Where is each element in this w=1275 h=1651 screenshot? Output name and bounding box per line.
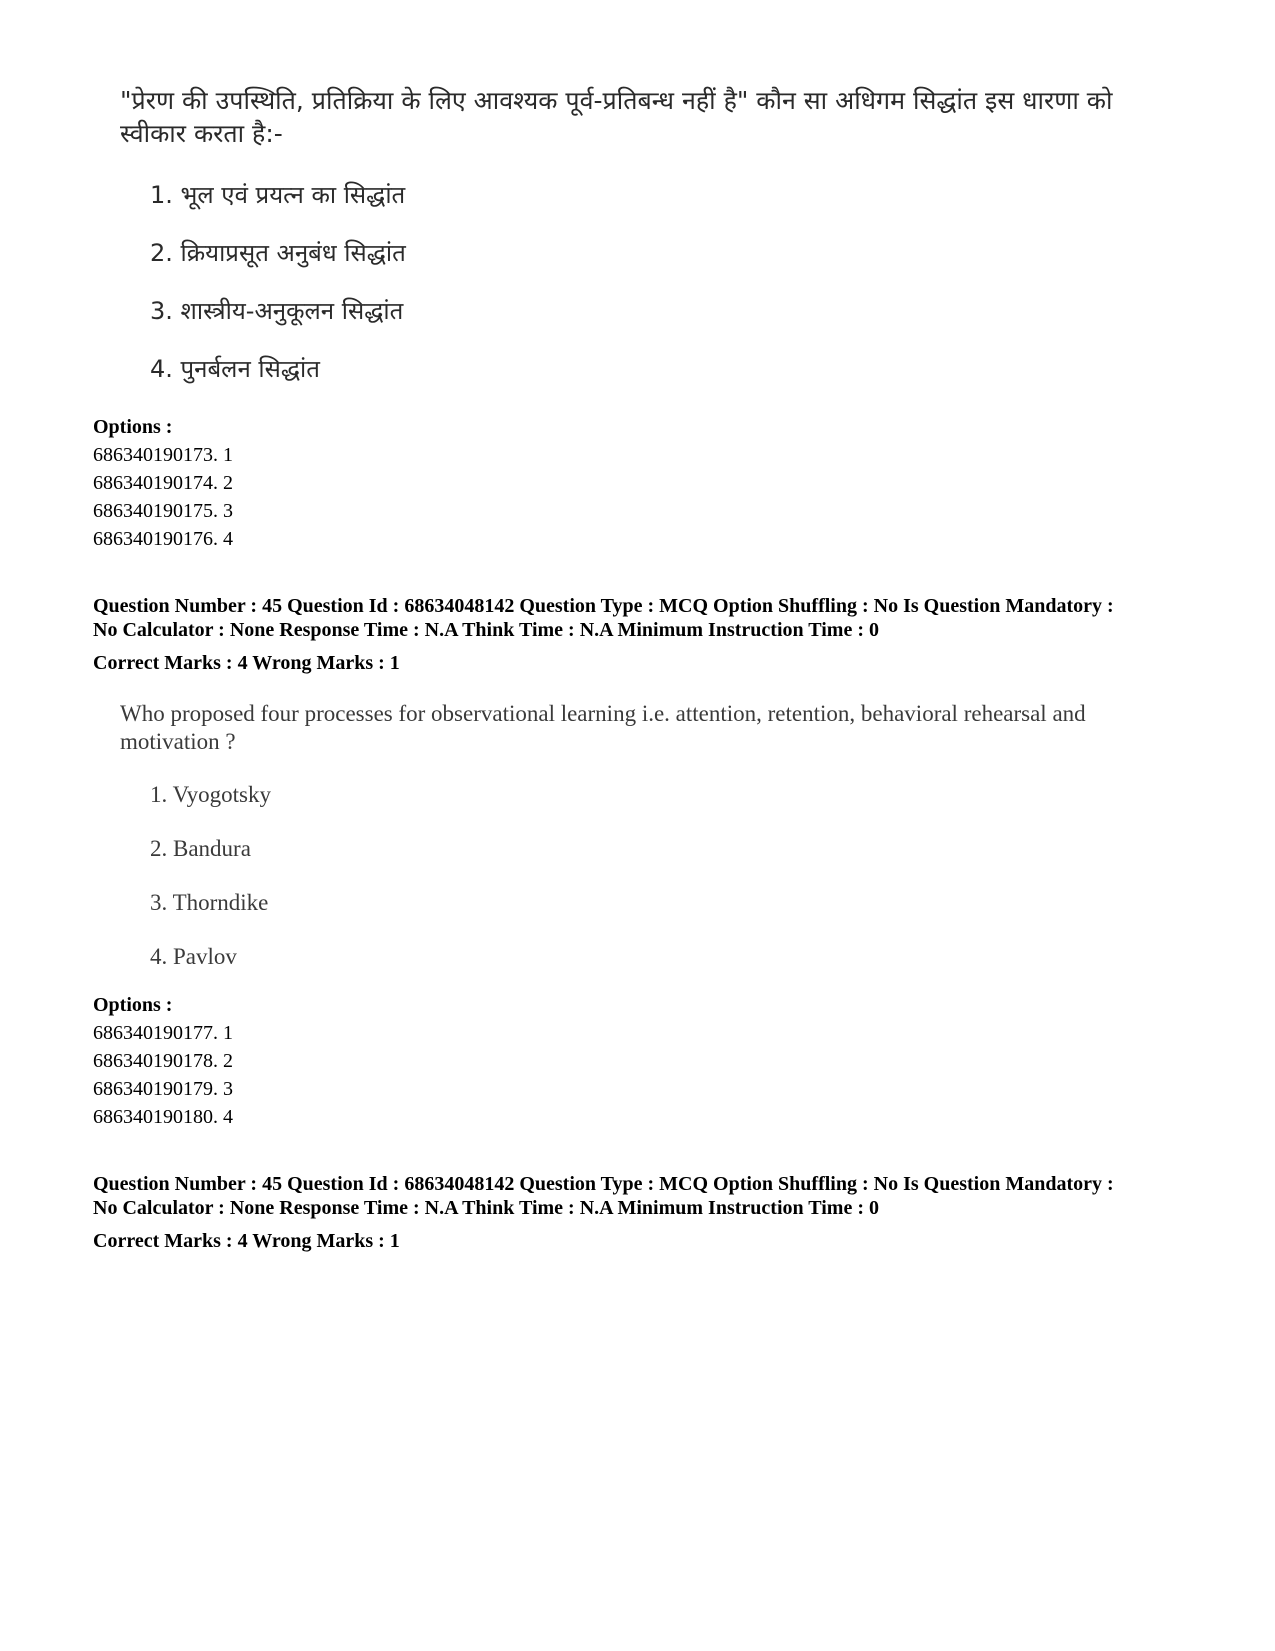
question-45-option-1: 686340190177. 1 [93,1022,233,1044]
question-45-repeat-meta-line-1: Question Number : 45 Question Id : 68634048142 Question Type : MCQ Option Shuffling : No Is Question Mandatory : [93,1173,1114,1195]
question-44-option-2: 686340190174. 2 [93,472,233,494]
question-44-choice-4: 4. पुनर्बलन सिद्धांत [150,355,320,383]
question-45-repeat-meta-line-2: No Calculator : None Response Time : N.A Think Time : N.A Minimum Instruction Time : 0 [93,1197,879,1219]
question-45-repeat-marks: Correct Marks : 4 Wrong Marks : 1 [93,1230,400,1252]
question-45-option-4: 686340190180. 4 [93,1106,233,1128]
question-45-options-label: Options : [93,994,173,1016]
question-45-choice-2: 2. Bandura [150,836,251,861]
question-45-choice-4: 4. Pavlov [150,944,237,969]
question-44-options-label: Options : [93,416,173,438]
question-45-choice-3: 3. Thorndike [150,890,269,915]
question-45-meta-line-1: Question Number : 45 Question Id : 68634048142 Question Type : MCQ Option Shuffling : No Is Question Mandatory : [93,595,1114,617]
question-45-meta-line-2: No Calculator : None Response Time : N.A Think Time : N.A Minimum Instruction Time : 0 [93,619,879,641]
question-45-marks: Correct Marks : 4 Wrong Marks : 1 [93,652,400,674]
question-44-choice-1: 1. भूल एवं प्रयत्न का सिद्धांत [150,181,406,209]
question-44-option-1: 686340190173. 1 [93,444,233,466]
question-45-repeat-meta [93,1172,1193,1220]
question-45-meta [93,594,1193,642]
question-44-option-3: 686340190175. 3 [93,500,233,522]
question-44-text: "प्रेरण की उपस्थिति, प्रतिक्रिया के लिए आवश्यक पूर्व-प्रतिबन्ध नहीं है" कौन सा अधिगम सिद्धांत इस धारणा को स्वीकार करता है:- [120,86,1113,148]
question-44-choice-2: 2. क्रियाप्रसूत अनुबंध सिद्धांत [150,239,406,267]
question-45-option-2: 686340190178. 2 [93,1050,233,1072]
question-45-text: Who proposed four processes for observational learning i.e. attention, retention, behavioral rehearsal and motivation ? [120,701,1086,754]
question-44-option-4: 686340190176. 4 [93,528,233,550]
question-45-option-3: 686340190179. 3 [93,1078,233,1100]
question-45-choice-1: 1. Vyogotsky [150,782,271,807]
question-44-choice-3: 3. शास्त्रीय-अनुकूलन सिद्धांत [150,297,404,325]
